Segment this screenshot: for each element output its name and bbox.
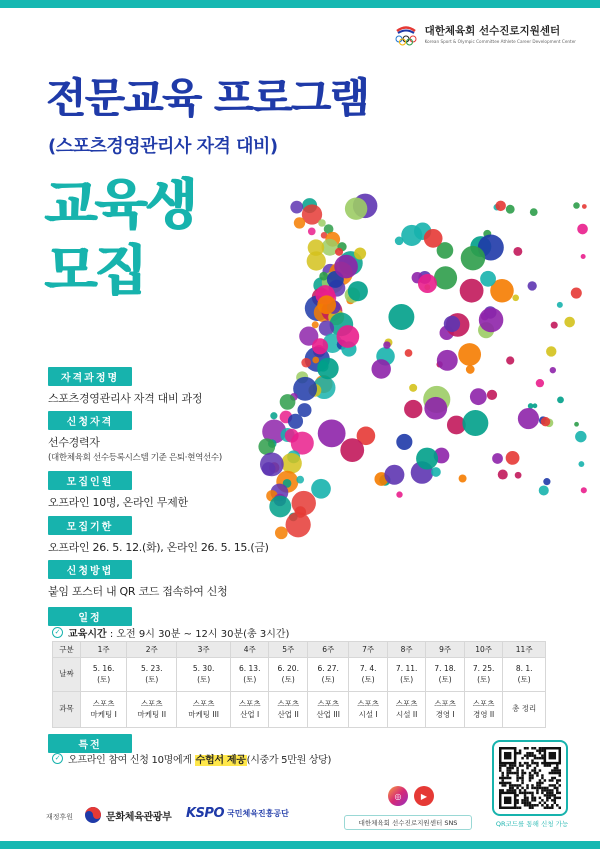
week-header: 8주 xyxy=(387,642,425,658)
section-label: 일정 xyxy=(48,607,132,626)
confetti-dot xyxy=(550,367,556,373)
confetti-dot xyxy=(581,254,586,259)
confetti-dot xyxy=(312,338,328,354)
date-cell xyxy=(503,658,546,692)
confetti-dot xyxy=(582,204,587,209)
day-value: (토) xyxy=(243,674,257,684)
date-cell xyxy=(464,658,502,692)
week-header: 3주 xyxy=(177,642,231,658)
week-header: 5주 xyxy=(269,642,307,658)
course-cell xyxy=(387,692,425,728)
day-value: (토) xyxy=(517,674,531,684)
confetti-dot xyxy=(575,431,586,442)
confetti-dot xyxy=(492,453,503,464)
main-title: 전문교육 프로그램 xyxy=(46,74,369,122)
confetti-dot xyxy=(437,350,458,371)
confetti-dot xyxy=(459,475,467,483)
edu-time xyxy=(52,625,289,640)
sponsor-mcst xyxy=(84,806,172,824)
confetti-dot xyxy=(371,359,390,378)
course-line2: 산업 III xyxy=(316,709,340,719)
confetti-dot xyxy=(317,358,339,380)
sns-caption: 대한체육회 선수진로지원센터 SNS xyxy=(344,815,472,830)
date-value: 7. 11. xyxy=(395,664,418,674)
confetti-dot xyxy=(515,472,522,479)
confetti-dot xyxy=(551,322,558,329)
course-line2: 경영 II xyxy=(472,709,495,719)
olympic-rings-logo-icon xyxy=(393,22,419,48)
day-value: (토) xyxy=(281,674,295,684)
confetti-dot xyxy=(528,281,537,290)
course-line1: 스포츠 xyxy=(238,699,261,709)
confetti-dot xyxy=(543,478,550,485)
confetti-dot xyxy=(458,343,481,366)
course-cell xyxy=(307,692,348,728)
confetti-dot xyxy=(262,462,276,476)
confetti-dot xyxy=(396,434,412,450)
benefit-pre: 오프라인 참여 신청 10명에게 xyxy=(68,755,195,766)
confetti-dot xyxy=(280,394,296,410)
date-cell xyxy=(307,658,348,692)
course-line1: 총 정리 xyxy=(512,704,537,714)
date-value: 5. 23. xyxy=(141,664,163,674)
confetti-dot xyxy=(318,219,326,227)
day-value: (토) xyxy=(97,674,111,684)
confetti-dot xyxy=(470,388,487,405)
confetti-dot xyxy=(340,438,364,462)
course-line1: 스포츠 xyxy=(395,699,418,709)
confetti-dot xyxy=(334,255,358,279)
course-line2: 산업 I xyxy=(240,709,260,719)
confetti-dot xyxy=(404,400,422,418)
confetti-dot xyxy=(539,485,549,495)
org-header xyxy=(393,22,576,48)
benefit-highlight: 수험서 제공 xyxy=(195,755,246,766)
check-circle-icon: ✓ xyxy=(52,753,63,764)
confetti-dot xyxy=(307,251,326,270)
subtitle: (스포츠경영관리사 자격 대비) xyxy=(48,136,278,157)
course-line2: 경영 I xyxy=(435,709,455,719)
day-value: (토) xyxy=(477,674,491,684)
date-cell xyxy=(426,658,464,692)
benefit-line xyxy=(52,751,331,766)
confetti-dot xyxy=(574,422,579,427)
date-value: 7. 25. xyxy=(472,664,495,674)
week-header: 9주 xyxy=(426,642,464,658)
qr-code-icon xyxy=(499,747,561,809)
course-line2: 마케팅 III xyxy=(188,709,219,719)
date-cell xyxy=(387,658,425,692)
course-line1: 스포츠 xyxy=(357,699,380,709)
week-header: 11주 xyxy=(503,642,546,658)
confetti-dot xyxy=(281,453,302,474)
check-circle-icon: ✓ xyxy=(52,627,63,638)
row-label-date: 날짜 xyxy=(53,658,81,692)
sponsor1-name: 문화체육관광부 xyxy=(106,811,172,823)
course-line1: 스포츠 xyxy=(92,699,115,709)
taegeuk-emblem-icon xyxy=(84,806,102,824)
day-value: (토) xyxy=(438,674,452,684)
day-value: (토) xyxy=(361,674,375,684)
section-recruit-count xyxy=(48,470,188,510)
confetti-dot xyxy=(424,229,443,248)
bottom-accent-bar xyxy=(0,841,600,849)
confetti-dot xyxy=(518,408,539,429)
schedule-table xyxy=(52,641,546,728)
benefit-post: (시중가 5만원 상당) xyxy=(246,755,332,766)
section-label: 특전 xyxy=(48,734,132,753)
org-subname: Korean Sport & Olympic Committee Athlete Career Development Center xyxy=(424,39,576,45)
confetti-dot xyxy=(541,417,550,426)
confetti-dot xyxy=(270,412,277,419)
confetti-dot xyxy=(416,448,438,470)
confetti-dot xyxy=(337,325,360,348)
course-cell xyxy=(426,692,464,728)
confetti-dot xyxy=(269,496,291,518)
confetti-dot xyxy=(424,397,447,420)
confetti-dot xyxy=(405,349,413,357)
confetti-dot xyxy=(286,512,311,537)
section-text: 오프라인 26. 5. 12.(화), 온라인 26. 5. 15.(금) xyxy=(48,541,269,554)
date-value: 6. 13. xyxy=(239,664,261,674)
section-text: 스포츠경영관리사 자격 대비 과정 xyxy=(48,392,203,405)
headline-line1: 교육생 xyxy=(44,173,195,236)
confetti-dot xyxy=(418,274,437,293)
section-course xyxy=(48,366,202,406)
course-line2: 시설 II xyxy=(396,709,418,719)
confetti-dot xyxy=(383,341,390,348)
date-cell xyxy=(177,658,231,692)
confetti-dot xyxy=(462,410,488,436)
confetti-dot xyxy=(431,467,441,477)
confetti-dot xyxy=(506,205,515,214)
confetti-dot xyxy=(311,479,331,499)
confetti-dot xyxy=(495,201,505,211)
course-line1: 스포츠 xyxy=(277,699,300,709)
day-value: (토) xyxy=(400,674,414,684)
edu-time-label: 교육시간 xyxy=(68,629,107,640)
date-value: 5. 30. xyxy=(192,664,215,674)
section-text: 붙임 포스터 내 QR 코드 접속하여 신청 xyxy=(48,585,228,598)
confetti-dot xyxy=(557,396,564,403)
section-benefit xyxy=(48,733,132,753)
row-label-course: 과목 xyxy=(53,692,81,728)
confetti-dot xyxy=(546,346,556,356)
date-cell xyxy=(127,658,177,692)
confetti-dot xyxy=(498,469,508,479)
confetti-dot xyxy=(354,248,366,260)
section-text: 오프라인 10명, 온라인 무제한 xyxy=(48,496,188,509)
course-line1: 스포츠 xyxy=(472,699,495,709)
sponsor2-name: 국민체육진흥공단 xyxy=(227,809,289,818)
edu-time-value: : 오전 9시 30분 ~ 12시 30분(총 3시간) xyxy=(106,629,290,640)
section-deadline xyxy=(48,515,269,555)
confetti-dot xyxy=(312,321,319,328)
confetti-dot xyxy=(487,390,497,400)
instagram-icon[interactable]: ◎ xyxy=(388,786,408,806)
section-note: (대한체육회 선수등록시스템 기준 은퇴·현역선수) xyxy=(48,453,222,463)
confetti-dot xyxy=(512,294,519,301)
confetti-dot xyxy=(318,419,346,447)
confetti-dot xyxy=(335,248,343,256)
course-line1: 스포츠 xyxy=(317,699,340,709)
confetti-dot xyxy=(480,271,496,287)
day-value: (토) xyxy=(197,674,211,684)
confetti-dot xyxy=(506,451,520,465)
confetti-dot xyxy=(530,208,538,216)
course-cell xyxy=(127,692,177,728)
confetti-dot xyxy=(348,281,368,301)
confetti-dot xyxy=(312,357,319,364)
section-label: 자격과정명 xyxy=(48,367,132,386)
date-value: 8. 1. xyxy=(515,664,533,674)
top-accent-bar xyxy=(0,0,600,8)
confetti-dot xyxy=(466,365,475,374)
confetti-dot xyxy=(571,288,582,299)
course-cell xyxy=(177,692,231,728)
table-header-label: 구분 xyxy=(53,642,81,658)
confetti-dot xyxy=(294,217,305,228)
section-text: 선수경력자 xyxy=(48,436,100,449)
week-header: 6주 xyxy=(307,642,348,658)
confetti-dot xyxy=(409,384,417,392)
section-schedule xyxy=(48,606,132,626)
course-cell xyxy=(464,692,502,728)
confetti-dot xyxy=(396,491,402,497)
section-label: 신청방법 xyxy=(48,560,132,579)
confetti-dot xyxy=(513,247,522,256)
date-value: 5. 16. xyxy=(92,664,115,674)
confetti-dot xyxy=(581,487,587,493)
course-line2: 마케팅 I xyxy=(90,709,117,719)
date-value: 7. 18. xyxy=(434,664,456,674)
org-name: 대한체육회 선수진로지원센터 xyxy=(424,24,561,37)
date-cell xyxy=(81,658,127,692)
course-cell xyxy=(503,692,546,728)
confetti-dot xyxy=(557,302,563,308)
section-apply-method xyxy=(48,559,227,599)
day-value: (토) xyxy=(321,674,335,684)
confetti-dot xyxy=(401,225,422,246)
confetti-dot xyxy=(388,304,414,330)
course-cell xyxy=(231,692,269,728)
kspo-logo: KSPO xyxy=(186,806,225,821)
headline-line2: 모집 xyxy=(44,239,145,302)
date-value: 6. 20. xyxy=(277,664,299,674)
course-line1: 스포츠 xyxy=(434,699,457,709)
confetti-dot xyxy=(573,202,580,209)
course-line2: 산업 II xyxy=(277,709,299,719)
confetti-dot xyxy=(578,461,584,467)
date-cell xyxy=(231,658,269,692)
confetti-dot xyxy=(308,228,316,236)
week-header: 2주 xyxy=(127,642,177,658)
confetti-dot xyxy=(290,201,303,214)
course-line2: 시설 I xyxy=(358,709,378,719)
confetti-dot xyxy=(577,224,588,235)
confetti-dot xyxy=(319,272,328,281)
confetti-dot xyxy=(317,295,336,314)
sns-icons xyxy=(388,786,434,806)
confetti-dot xyxy=(395,237,404,246)
sponsor-label: 재정후원 xyxy=(46,813,74,821)
section-label: 신청자격 xyxy=(48,411,132,430)
date-value: 7. 4. xyxy=(359,664,377,674)
confetti-dot xyxy=(275,527,288,540)
qr-code[interactable] xyxy=(492,740,568,816)
confetti-dot xyxy=(444,316,460,332)
week-header: 7주 xyxy=(349,642,387,658)
date-cell xyxy=(349,658,387,692)
confetti-dot xyxy=(345,197,367,219)
week-header: 1주 xyxy=(81,642,127,658)
section-label: 모집기한 xyxy=(48,516,132,535)
youtube-icon[interactable]: ▶ xyxy=(414,786,434,806)
section-eligibility xyxy=(48,410,222,463)
confetti-dot xyxy=(479,308,504,333)
date-cell xyxy=(269,658,307,692)
course-line2: 마케팅 II xyxy=(137,709,167,719)
confetti-dot xyxy=(384,465,404,485)
confetti-dot xyxy=(536,379,544,387)
confetti-dot xyxy=(301,358,311,368)
course-cell xyxy=(349,692,387,728)
week-header: 4주 xyxy=(231,642,269,658)
course-line1: 스포츠 xyxy=(192,699,215,709)
confetti-dot xyxy=(506,356,514,364)
course-line1: 스포츠 xyxy=(140,699,163,709)
confetti-dot xyxy=(296,476,304,484)
sponsor-kspo xyxy=(186,806,289,821)
course-cell xyxy=(81,692,127,728)
course-cell xyxy=(269,692,307,728)
confetti-dot xyxy=(533,403,538,408)
confetti-dot xyxy=(564,317,575,328)
confetti-dot xyxy=(460,279,484,303)
dotted-runner-illustration xyxy=(230,190,600,540)
confetti-dot xyxy=(288,414,303,429)
confetti-dot xyxy=(434,266,457,289)
section-label: 모집인원 xyxy=(48,471,132,490)
day-value: (토) xyxy=(145,674,159,684)
qr-caption: QR코드를 통해 신청 가능 xyxy=(495,820,569,828)
confetti-dot xyxy=(461,246,485,270)
date-value: 6. 27. xyxy=(317,664,339,674)
week-header: 10주 xyxy=(464,642,502,658)
